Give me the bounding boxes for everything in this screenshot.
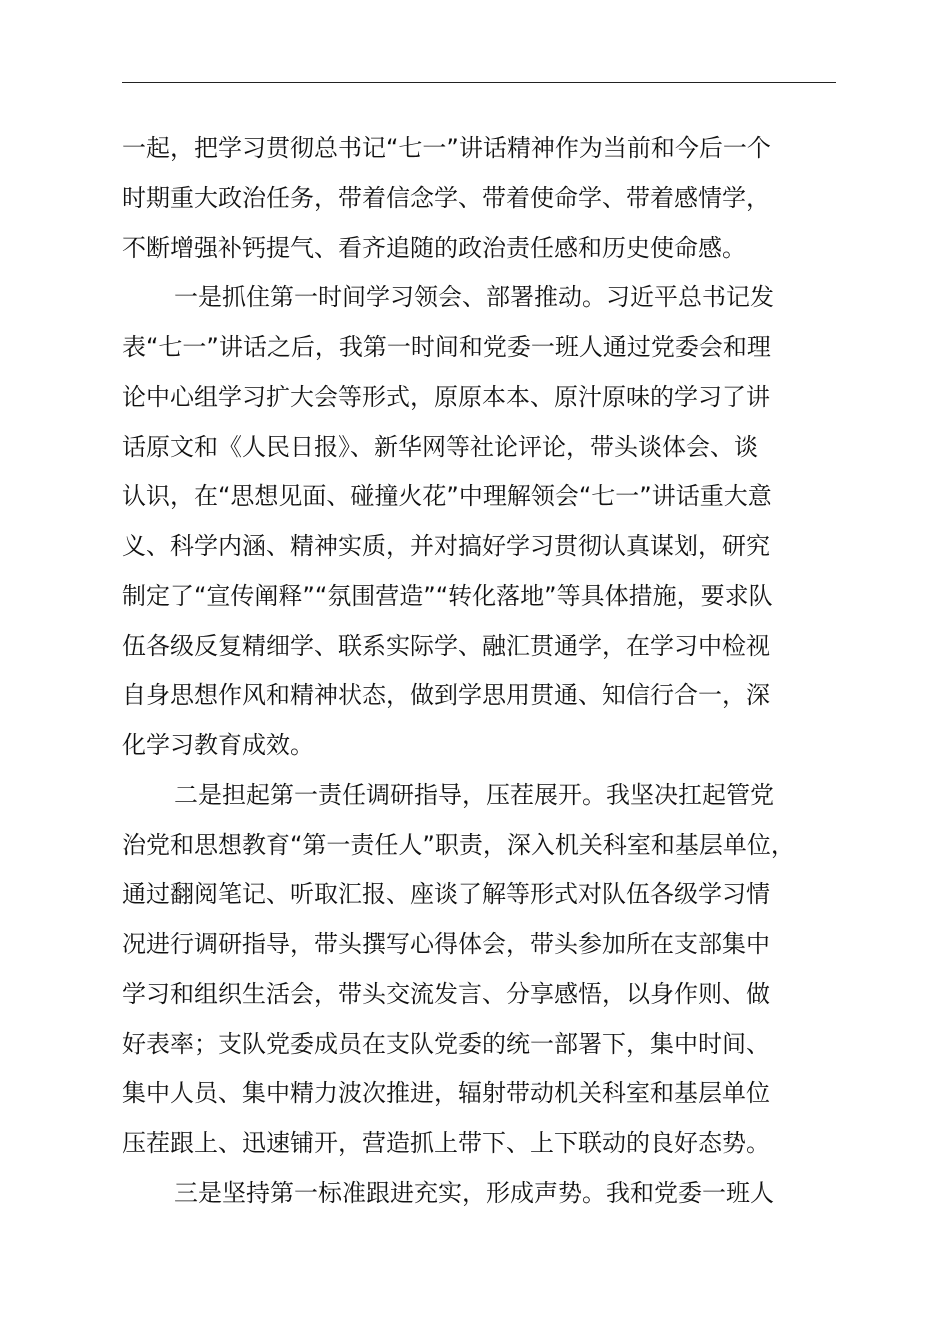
text-line: 压茬跟上、迅速铺开，营造抓上带下、上下联动的良好态势。 [122, 1129, 770, 1157]
text-line: 话原文和《人民日报》、新华网等社论评论，带头谈体会、谈 [122, 432, 758, 461]
text-line: 认识，在“思想见面、碰撞火花”中理解领会“七一”讲话重大意 [122, 482, 772, 511]
text-line: 集中人员、集中精力波次推进，辐射带动机关科室和基层单位 [122, 1079, 770, 1108]
text-line: 义、科学内涵、精神实质，并对搞好学习贯彻认真谋划，研究 [122, 532, 770, 560]
text-line: 二是担起第一责任调研指导，压茬展开。我坚决扛起管党 [174, 780, 774, 809]
text-line: 论中心组学习扩大会等形式，原原本本、原汁原味的学习了讲 [122, 382, 770, 411]
text-line: 好表率；支队党委成员在支队党委的统一部署下，集中时间、 [122, 1029, 770, 1058]
text-line: 制定了“宣传阐释”“氛围营造”“转化落地”等具体措施，要求队 [122, 581, 773, 610]
body-text [122, 124, 838, 1219]
text-line: 通过翻阅笔记、听取汇报、座谈了解等形式对队伍各级学习情 [122, 880, 770, 909]
text-line: 时期重大政治任务，带着信念学、带着使命学、带着感情学， [122, 183, 770, 212]
header-rule [122, 82, 836, 83]
text-line: 表“七一”讲话之后，我第一时间和党委一班人通过党委会和理 [122, 333, 771, 361]
text-line: 三是坚持第一标准跟进充实，形成声势。我和党委一班人 [174, 1178, 774, 1207]
text-line: 学习和组织生活会，带头交流发言、分享感悟，以身作则、做 [122, 979, 770, 1008]
text-line: 自身思想作风和精神状态，做到学思用贯通、知信行合一，深 [122, 681, 770, 710]
text-line: 化学习教育成效。 [122, 731, 314, 759]
text-line: 一起，把学习贯彻总书记“七一”讲话精神作为当前和今后一个 [122, 134, 771, 162]
text-line: 况进行调研指导，带头撰写心得体会，带头参加所在支部集中 [122, 930, 770, 958]
text-line: 治党和思想教育“第一责任人”职责，深入机关科室和基层单位， [122, 830, 795, 859]
text-line: 伍各级反复精细学、联系实际学、融汇贯通学，在学习中检视 [122, 631, 770, 660]
text-line: 不断增强补钙提气、看齐追随的政治责任感和历史使命感。 [122, 233, 746, 262]
text-line: 一是抓住第一时间学习领会、部署推动。习近平总书记发 [174, 283, 774, 312]
